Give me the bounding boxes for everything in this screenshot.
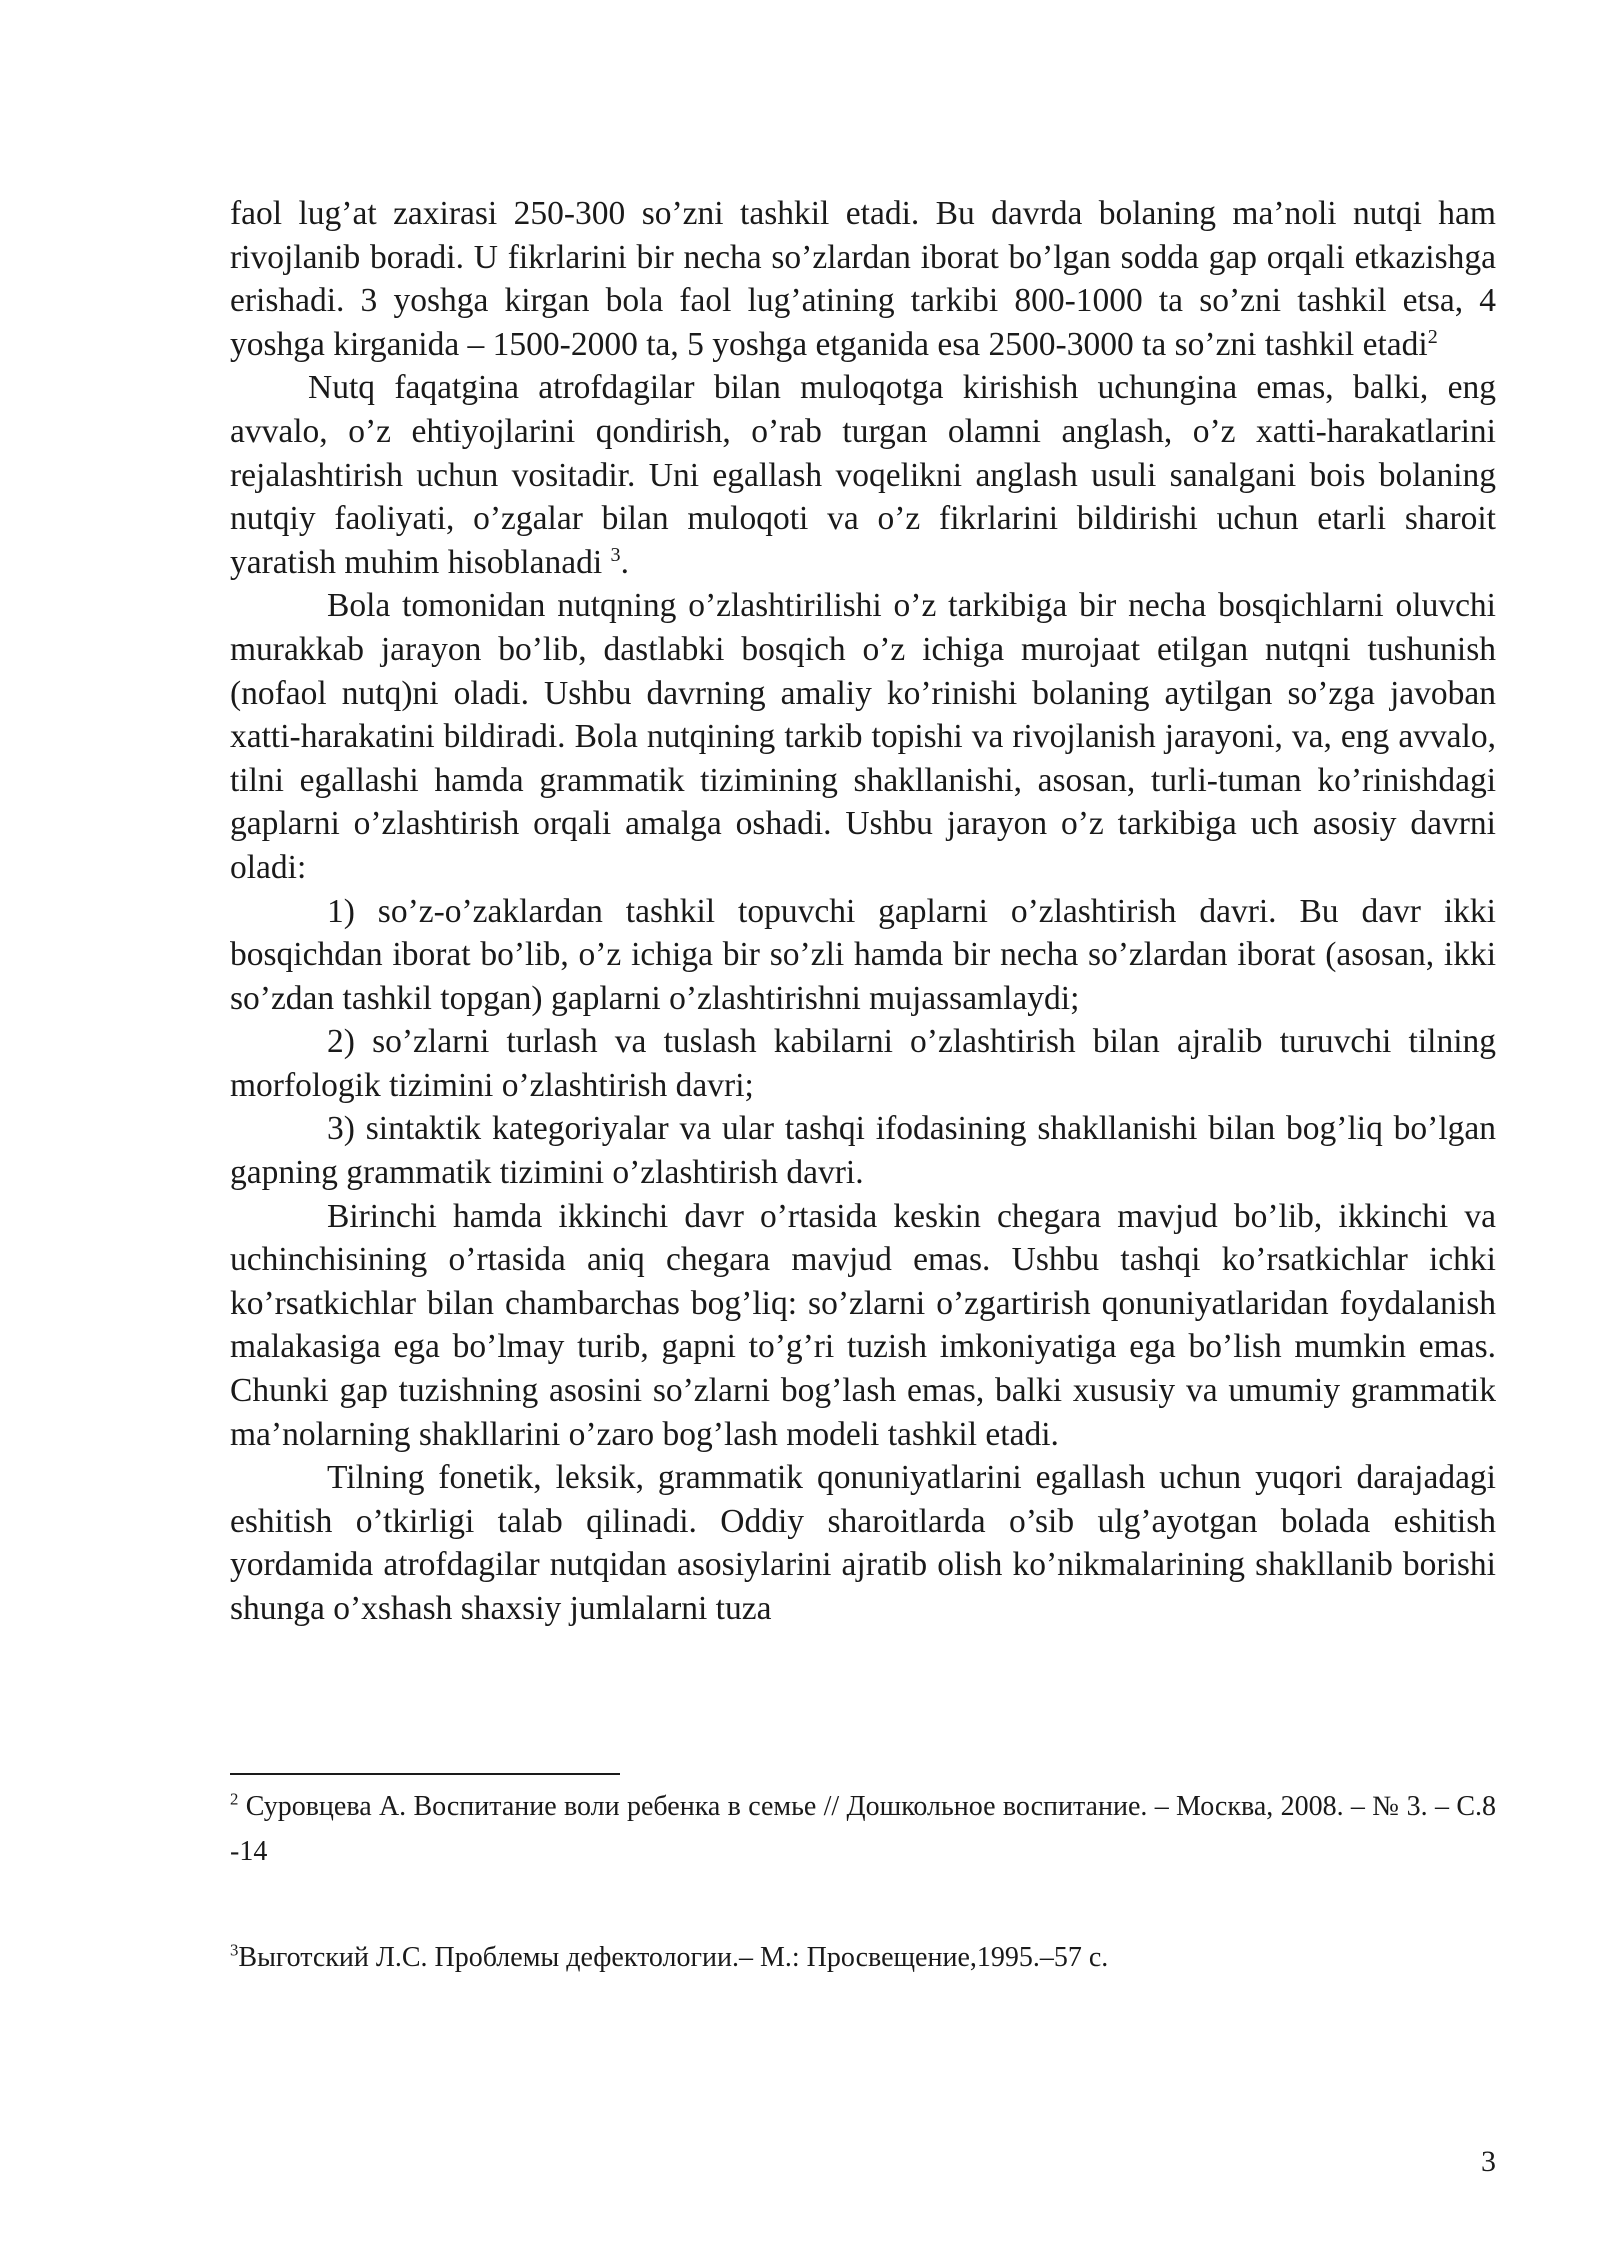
footnote-mark: 2	[230, 1789, 239, 1809]
paragraph-speech-tool	[230, 366, 1496, 584]
list-item-period-3: 3) sintaktik kategoriyalar va ular tashqi ifodasining shakllanishi bilan bog’liq bo’lgan gapning grammatik tizimini o’zlashtirish davri.	[230, 1110, 1496, 1192]
body-text	[230, 192, 1496, 1631]
footnote-text: Суровцева А. Воспитание воли ребенка в семье // Дошкольное воспитание. – Москва, 2008. – № 3. – С.8 -14	[230, 1791, 1496, 1867]
paragraph-text: faol lug’at zaxirasi 250-300 so’zni tashkil etadi. Bu davrda bolaning ma’noli nutqi ham rivojlanib boradi. U fikrlarini bir necha so’zlardan iborat bo’lgan sodda gap orqali etkazishga erishadi. 3 yoshga kirgan bola faol lug’atining tarkibi 800-1000 ta so’zni tashkil etsa, 4 yoshga kirganida – 1500-2000 ta, 5 yoshga etganida esa 2500-3000 ta so’zni tashkil etadi	[230, 195, 1496, 363]
paragraph-hearing: Tilning fonetik, leksik, grammatik qonuniyatlarini egallash uchun yuqori darajadagi eshitish o’tkirligi talab qilinadi. Oddiy sharoitlarda o’sib ulg’ayotgan bolada eshitish yordamida atrofdagilar nutqidan asosiylarini ajratib olish ko’nikmalarining shakllanib borishi shunga o’xshash shaxsiy jumlalarni tuza	[230, 1459, 1496, 1627]
footnote-ref-3[interactable]: 3	[610, 543, 621, 566]
footnote-ref-2[interactable]: 2	[1427, 325, 1438, 348]
paragraph-text: Nutq faqatgina atrofdagilar bilan muloqotga kirishish uchungina emas, balki, eng avvalo, o’z ehtiyojlarini qondirish, o’rab turgan olamni anglash, o’z xatti-harakatlarini rejalashtirish uchun vositadir. Uni egallash voqelikni anglash usuli sanalgani bois bolaning nutqiy faoliyati, o’zgalar bilan muloqoti va o’z fikrlarini bildirishi uchun etarli sharoit yaratish muhim hisoblanadi	[230, 369, 1496, 581]
footnote-3	[230, 1935, 1496, 1980]
paragraph-continuation	[230, 192, 1496, 366]
page-number: 3	[1481, 2145, 1496, 2178]
footnote-2	[230, 1784, 1496, 1874]
footnote-text: Выготский Л.С. Проблемы дефектологии.– М.: Просвещение,1995.–57 с.	[238, 1942, 1109, 1973]
paragraph-end-punctuation: .	[620, 543, 629, 581]
footnote-mark: 3	[230, 1940, 239, 1960]
paragraph-acquisition-stages: Bola tomonidan nutqning o’zlashtirilishi o’z tarkibiga bir necha bosqichlarni oluvchi murakkab jarayon bo’lib, dastlabki bosqich o’z ichiga murojaat etilgan nutqni tushunish (nofaol nutq)ni oladi. Ushbu davrning amaliy ko’rinishi bolaning aytilgan so’zga javoban xatti-harakatini bildiradi. Bola nutqining tarkib topishi va rivojlanish jarayoni, va, eng avvalo, tilni egallashi hamda grammatik tizimining shakllanishi, asosan, turli-tuman ko’rinishdagi gaplarni o’zlashtirish orqali amalga oshadi. Ushbu jarayon o’z tarkibiga uch asosiy davrni oladi:	[230, 587, 1496, 886]
paragraph-boundaries: Birinchi hamda ikkinchi davr o’rtasida keskin chegara mavjud bo’lib, ikkinchi va uchinchisining o’rtasida aniq chegara mavjud emas. Ushbu tashqi ko’rsatkichlar ichki ko’rsatkichlar bilan chambarchas bog’liq: so’zlarni o’zgartirish qonuniyatlaridan foydalanish malakasiga ega bo’lmay turib, gapni to’g’ri tuzish imkoniyatiga ega bo’lish mumkin emas. Chunki gap tuzishning asosini so’zlarni bog’lash emas, balki xususiy va umumiy grammatik ma’nolarning shakllarini o’zaro bog’lash modeli tashkil etadi.	[230, 1197, 1496, 1453]
footnote-separator	[230, 1773, 620, 1775]
list-item-period-2: 2) so’zlarni turlash va tuslash kabilarni o’zlashtirish bilan ajralib turuvchi tilning morfologik tizimini o’zlashtirish davri;	[230, 1023, 1496, 1104]
list-item-period-1: 1) so’z-o’zaklardan tashkil topuvchi gaplarni o’zlashtirish davri. Bu davr ikki bosqichdan iborat bo’lib, o’z ichiga bir so’zli hamda bir necha so’zlardan iborat (asosan, ikki so’zdan tashkil topgan) gaplarni o’zlashtirishni mujassamlaydi;	[230, 892, 1496, 1017]
